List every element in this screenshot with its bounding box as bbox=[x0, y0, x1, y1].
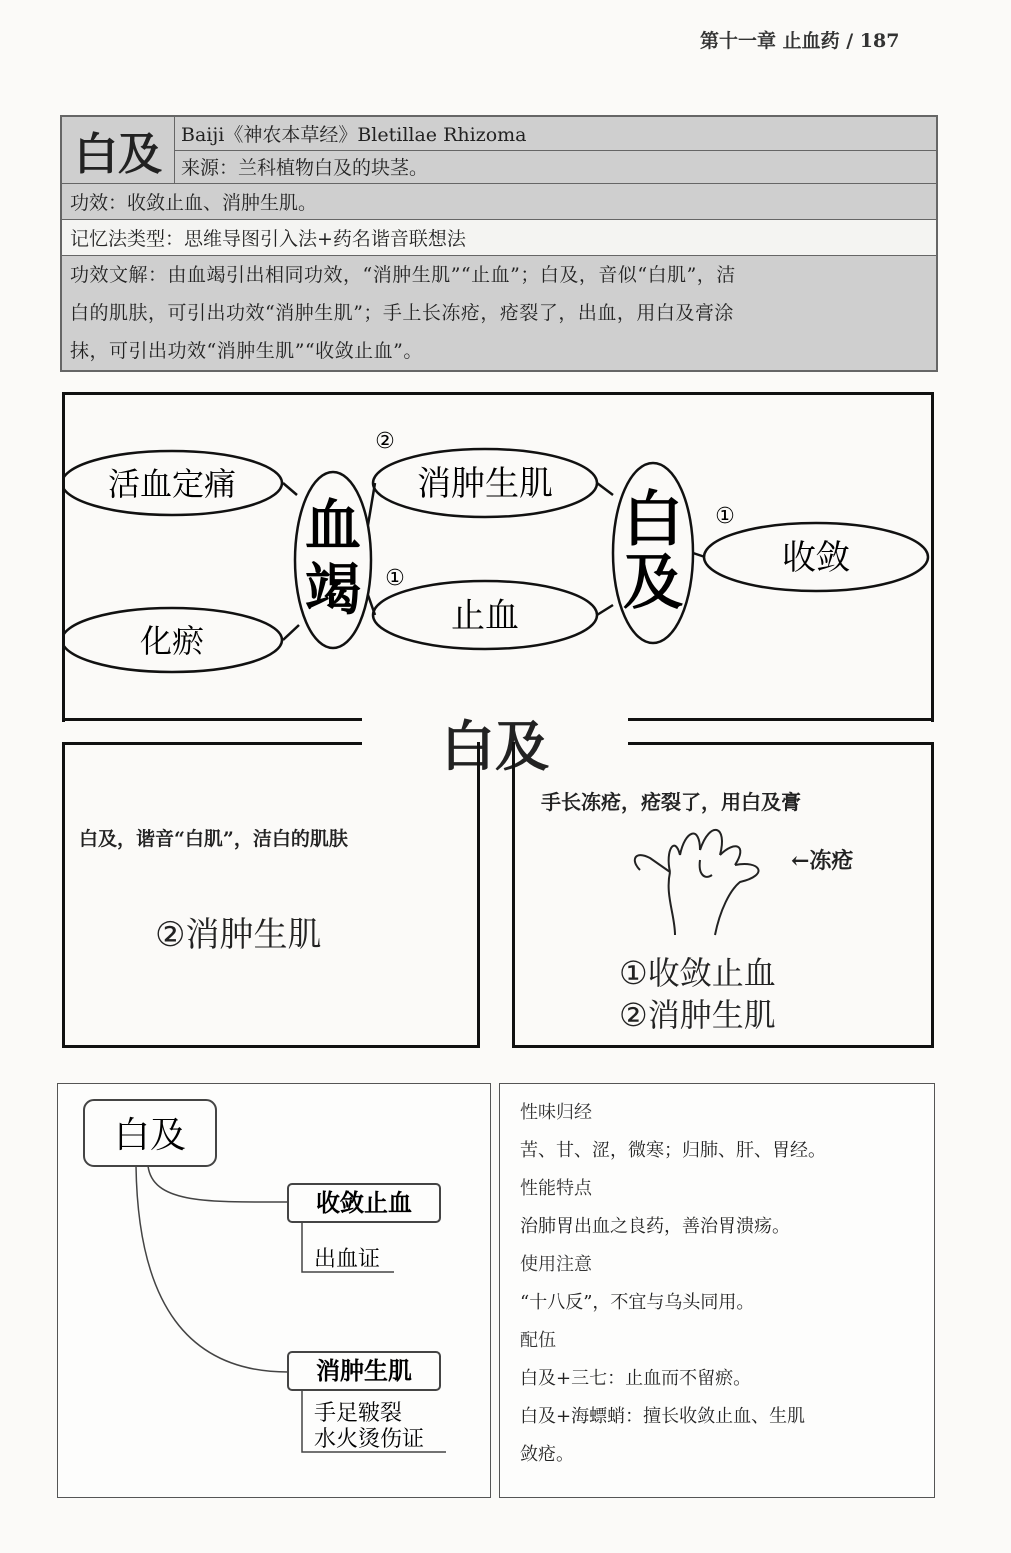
properties-panel bbox=[499, 1083, 935, 1498]
herb-name: 白及 bbox=[62, 117, 175, 183]
explanation-line-2: 白的肌肤，可引出功效“消肿生肌”；手上长冻疮，疮裂了，出血，用白及膏涂 bbox=[70, 302, 734, 324]
tree-branch-1-sub: 出血证 bbox=[314, 1247, 381, 1272]
feature-text: 治肺胃出血之良药，善治胃溃疡。 bbox=[520, 1216, 790, 1237]
summary-tree-diagram bbox=[58, 1084, 492, 1499]
node-shoulian-label: 收敛 bbox=[782, 538, 850, 578]
marker-1-mid: ① bbox=[385, 566, 405, 591]
herb-efficacy: 功效：收敛止血、消肿生肌。 bbox=[62, 184, 936, 220]
node-jie-char: 竭 bbox=[305, 558, 361, 623]
feature-title: 性能特点 bbox=[520, 1178, 592, 1199]
panel-left-text: 白及，谐音“白肌”，洁白的肌肤 bbox=[79, 828, 348, 850]
herb-title-line: Baiji《神农本草经》Bletillae Rhizoma bbox=[175, 117, 936, 151]
mindmap-box bbox=[62, 392, 934, 722]
divider-title: 白及 bbox=[441, 715, 549, 778]
node-xue-char: 血 bbox=[305, 494, 361, 559]
node-ji-char: 及 bbox=[623, 548, 683, 618]
caution-text: “十八反”，不宜与乌头同用。 bbox=[520, 1292, 755, 1313]
chilblain-arrow-label: ←冻疮 bbox=[791, 848, 854, 874]
tree-branch-2-sub-2: 水火烫伤证 bbox=[314, 1427, 425, 1452]
divider-line-right-top bbox=[628, 718, 934, 721]
node-bai-char: 白 bbox=[623, 485, 683, 555]
marker-2-top: ② bbox=[375, 429, 395, 454]
explanation-line-1: 功效文解：由血竭引出相同功效，“消肿生肌”“止血”；白及，音似“白肌”，洁 bbox=[70, 264, 736, 286]
combo-2-line-1: 白及+海螵蛸：擅长收敛止血、生肌 bbox=[520, 1406, 806, 1427]
hand-illustration bbox=[620, 820, 810, 940]
node-huoxue-label: 活血定痛 bbox=[107, 465, 237, 503]
tree-root: 白及 bbox=[113, 1115, 187, 1156]
summary-tree-panel bbox=[57, 1083, 491, 1498]
panel-right-effect-1: ①收敛止血 bbox=[619, 954, 776, 992]
caution-title: 使用注意 bbox=[520, 1254, 592, 1275]
mindmap-diagram bbox=[65, 395, 931, 725]
panel-right-text: 手长冻疮，疮裂了，用白及膏 bbox=[541, 790, 801, 814]
running-head: 第十一章 止血药 / 187 bbox=[700, 30, 900, 52]
taste-text: 苦、甘、涩，微寒；归肺、肝、胃经。 bbox=[520, 1140, 826, 1161]
herb-info-table bbox=[60, 115, 938, 372]
panel-chilblain bbox=[512, 742, 934, 1048]
panel-homophone bbox=[62, 742, 480, 1048]
herb-source: 来源：兰科植物白及的块茎。 bbox=[181, 157, 429, 180]
node-zhixue-label: 止血 bbox=[451, 596, 519, 636]
tree-branch-1: 收敛止血 bbox=[316, 1189, 412, 1217]
tree-branch-2-sub-1: 手足皲裂 bbox=[314, 1401, 403, 1426]
herb-title-row bbox=[62, 117, 936, 184]
divider-line-left-top bbox=[62, 718, 362, 721]
panel-right-effect-2: ②消肿生肌 bbox=[619, 996, 776, 1034]
taste-title: 性味归经 bbox=[520, 1102, 592, 1123]
herb-memory-type: 记忆法类型：思维导图引入法+药名谐音联想法 bbox=[62, 220, 936, 256]
node-huayu-label: 化瘀 bbox=[139, 622, 205, 660]
herb-explanation bbox=[62, 256, 936, 370]
explanation-line-3: 抹，可引出功效“消肿生肌”“收敛止血”。 bbox=[70, 340, 423, 362]
combo-1: 白及+三七：止血而不留瘀。 bbox=[520, 1368, 752, 1389]
combo-title: 配伍 bbox=[520, 1330, 556, 1351]
marker-1-right: ① bbox=[715, 504, 735, 529]
panel-left-effect: ②消肿生肌 bbox=[155, 915, 322, 955]
tree-branch-2: 消肿生肌 bbox=[316, 1357, 412, 1385]
node-xiaozhong-label: 消肿生肌 bbox=[417, 464, 553, 504]
combo-2-line-2: 敛疮。 bbox=[520, 1444, 574, 1465]
